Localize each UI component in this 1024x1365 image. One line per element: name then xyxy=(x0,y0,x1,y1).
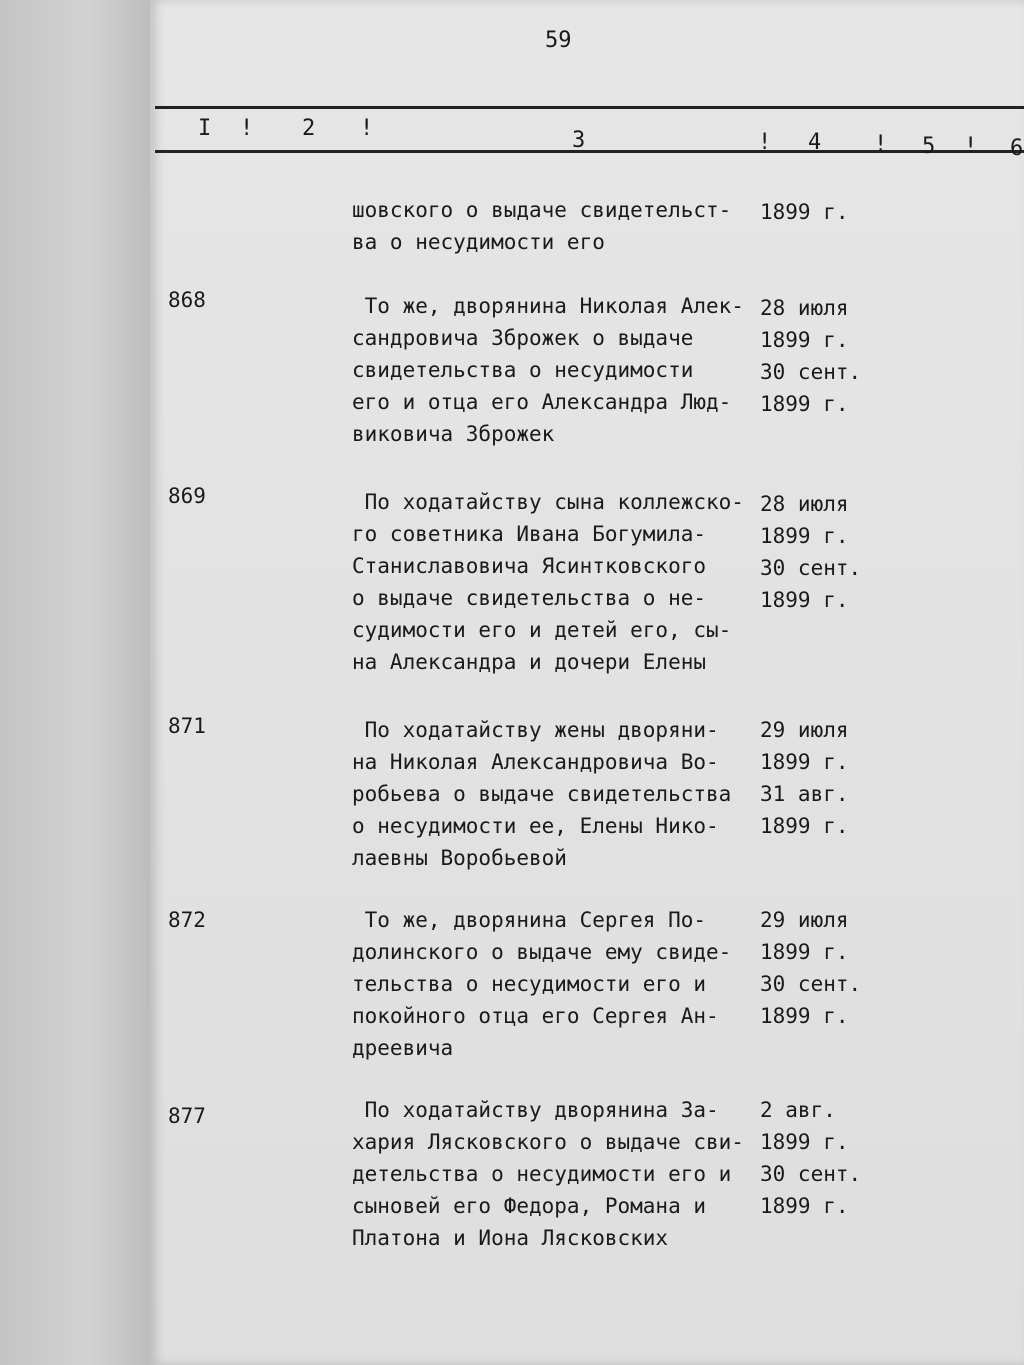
entry-dates: 1899 г. xyxy=(760,200,849,224)
header-separator: ! xyxy=(874,132,888,157)
entry-description: шовского о выдаче свидетельст- ва о несудимости его xyxy=(352,198,732,254)
entry-dates: 29 июля 1899 г. 30 сент. 1899 г. xyxy=(760,908,862,1028)
header-col-6: 6 xyxy=(1010,136,1024,161)
entry-number: 868 xyxy=(168,288,206,312)
header-rule-bottom xyxy=(155,150,1024,153)
entry-description: То же, дворянина Сергея По- долинского о выдаче ему свиде- тельства о несудимости его и покойного отца его Сергея Ан- дреевича xyxy=(352,908,732,1060)
header-col-3: 3 xyxy=(572,128,586,153)
header-separator: ! xyxy=(240,116,254,141)
header-separator: ! xyxy=(360,116,374,141)
header-rule-top xyxy=(155,106,1024,109)
entry-description: По ходатайству сына коллежско- го советника Ивана Богумила- Станиславовича Ясинтковского о выдаче свидетельства о не- судимости его и детей его, сы- на Александра и дочери Елены xyxy=(352,490,744,674)
entry-description: По ходатайству жены дворяни- на Николая Александровича Во- робьева о выдаче свидетельства о несудимости ее, Елены Нико- лаевны Воробьевой xyxy=(352,718,732,870)
entry-number: 869 xyxy=(168,484,206,508)
header-separator: ! xyxy=(964,134,978,159)
entry-number: 877 xyxy=(168,1104,206,1128)
header-col-2: 2 xyxy=(302,116,316,141)
page-number: 59 xyxy=(545,28,572,53)
entry-dates: 28 июля 1899 г. 30 сент. 1899 г. xyxy=(760,296,862,416)
header-col-4: 4 xyxy=(808,130,822,155)
entry-dates: 2 авг. 1899 г. 30 сент. 1899 г. xyxy=(760,1098,862,1218)
entry-dates: 29 июля 1899 г. 31 авг. 1899 г. xyxy=(760,718,849,838)
header-col-5: 5 xyxy=(922,134,936,159)
bleed-through-mark xyxy=(170,200,182,224)
book-gutter xyxy=(0,0,150,1365)
entry-number: 872 xyxy=(168,908,206,932)
entry-description: То же, дворянина Николая Алек- сандровича Зброжек о выдаче свидетельства о несудимости его и отца его Александра Люд- виковича Зброжек xyxy=(352,294,744,446)
header-separator: ! xyxy=(758,130,772,155)
entry-number: 871 xyxy=(168,714,206,738)
entry-description: По ходатайству дворянина За- хария Лясковского о выдаче сви- детельства о несудимости его и сыновей его Федора, Романа и Платона и Иона Лясковских xyxy=(352,1098,744,1250)
header-col-1: I xyxy=(198,116,212,141)
entry-dates: 28 июля 1899 г. 30 сент. 1899 г. xyxy=(760,492,862,612)
